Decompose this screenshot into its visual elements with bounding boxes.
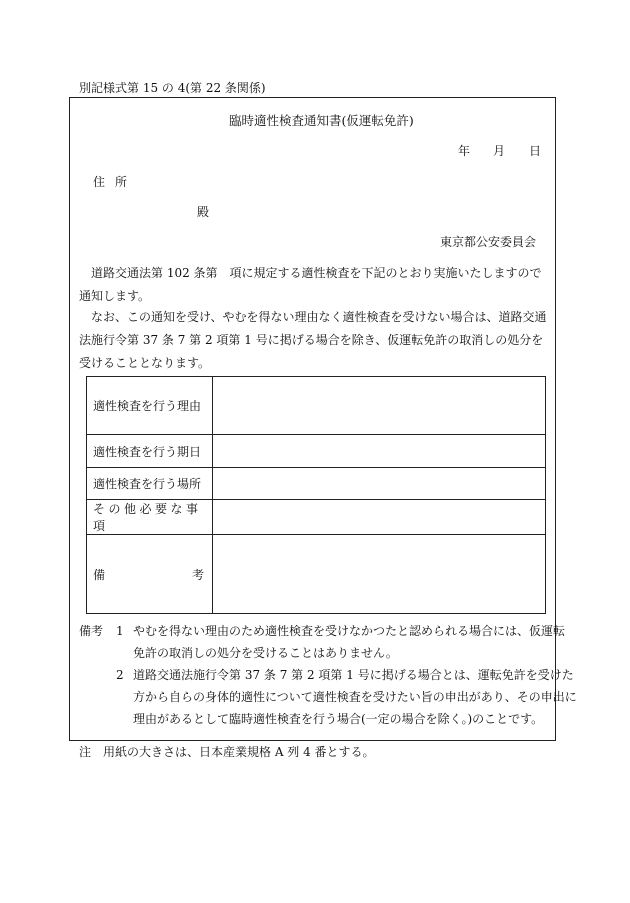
date-year-label: 年 [458, 144, 471, 158]
remarks-heading: 備考 [79, 624, 104, 638]
row-label-remarks [87, 535, 213, 614]
row-value-remarks[interactable] [213, 535, 546, 614]
row-label-other-text: その他必要な事項 [93, 502, 202, 533]
table-row [87, 535, 546, 614]
row-label-remarks-left: 備 [93, 567, 106, 582]
table-row [87, 377, 546, 435]
note-number: 1 [116, 624, 124, 638]
document-title: 臨時適性検査通知書(仮運転免許) [229, 113, 414, 128]
row-value-other[interactable] [213, 500, 546, 535]
row-label-other [87, 500, 213, 535]
row-value-reason[interactable] [213, 377, 546, 435]
date-day-label: 日 [529, 144, 542, 158]
date-month-label: 月 [493, 144, 506, 158]
consequence-paragraph [79, 306, 549, 375]
table-row [87, 500, 546, 535]
notice-paragraph [79, 262, 549, 308]
row-value-place[interactable] [213, 468, 546, 500]
note-line: 理由があるとして臨時適性検査を行う場合(一定の場合を除く。)のことです。 [133, 712, 544, 726]
note-line: やむを得ない理由のため適性検査を受けなかつたと認められる場合には、仮運転 [133, 624, 566, 638]
table-row [87, 468, 546, 500]
row-label-date: 適性検査を行う期日 [87, 435, 213, 468]
note-line: 免許の取消しの処分を受けることはありません。 [133, 646, 398, 660]
consequence-paragraph-text: なお、この通知を受け、やむを得ない理由なく適性検査を受けない場合は、道路交通法施行令第 37 条 7 第 2 項第 1 号に掲げる場合を除き、仮運転免許の取消しの処分を受けることとなります。 [79, 310, 547, 370]
note-line: 方から自らの身体的適性について適性検査を受けたい旨の申出があり、その申出に [133, 690, 577, 704]
table-row [87, 435, 546, 468]
notice-paragraph-text: 道路交通法第 102 条第 項に規定する適性検査を下記のとおり実施いたしますので通知します。 [79, 266, 542, 303]
address-label: 住所 [93, 175, 138, 189]
row-value-date[interactable] [213, 435, 546, 468]
footnote: 注 用紙の大きさは、日本産業規格 A 列 4 番とする。 [79, 745, 375, 759]
note-line: 道路交通法施行令第 37 条 7 第 2 項第 1 号に掲げる場合とは、運転免許を受けた [133, 668, 574, 682]
row-label-remarks-right: 考 [191, 567, 204, 582]
row-label-reason: 適性検査を行う理由 [87, 377, 213, 435]
note-number: 2 [116, 668, 124, 682]
issuer-name: 東京都公安委員会 [440, 235, 537, 249]
form-reference: 別記様式第 15 の 4(第 22 条関係) [79, 81, 266, 95]
row-label-place: 適性検査を行う場所 [87, 468, 213, 500]
honorific-label: 殿 [197, 205, 210, 219]
inspection-details-table [86, 376, 546, 614]
